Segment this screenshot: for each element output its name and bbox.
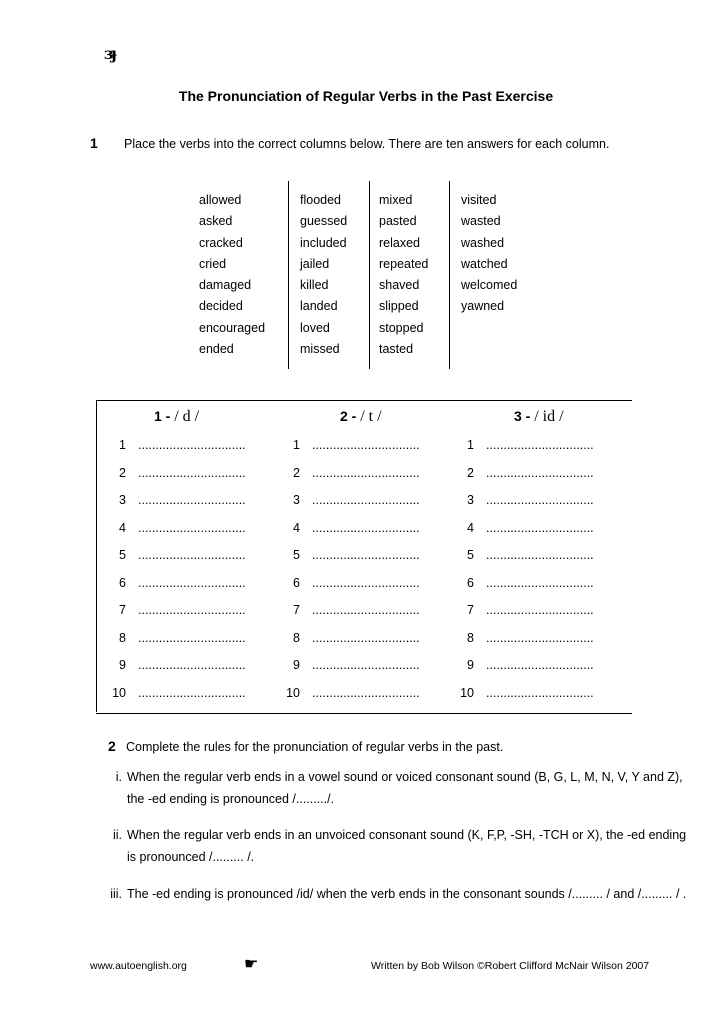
answer-row [448, 686, 594, 700]
answer-row [448, 548, 594, 562]
answer-number: 6 [293, 575, 300, 590]
word-item: allowed [199, 193, 242, 207]
question-1-number: 1 [90, 135, 98, 151]
answer-blank[interactable]: ............................... [312, 685, 420, 700]
word-item: welcomed [461, 278, 518, 293]
hand-pointer-icon: ☛ [244, 956, 259, 973]
word-item: yawned [461, 299, 505, 314]
answer-number: 4 [119, 520, 126, 535]
answer-row [100, 631, 246, 645]
question-2-number: 2 [108, 738, 116, 754]
answer-blank[interactable]: ............................... [312, 658, 420, 672]
column-header-id: 3 - / id / [514, 408, 564, 425]
word-item: loved [300, 320, 330, 335]
answer-blank[interactable]: ............................... [312, 630, 420, 645]
answer-number: 2 [467, 465, 474, 480]
answer-row [448, 658, 594, 672]
answer-blank[interactable]: ............................... [312, 603, 420, 617]
answer-row [274, 438, 420, 452]
answer-number: 3 [467, 493, 474, 507]
footer-website-link[interactable]: www.autoenglish.org [90, 960, 187, 972]
word-item: ended [199, 342, 234, 357]
word-column-3 [379, 190, 428, 360]
word-item: relaxed [379, 235, 420, 250]
answer-number: 10 [460, 685, 474, 700]
answer-number: 8 [119, 630, 126, 645]
answer-blank[interactable]: ............................... [138, 630, 246, 645]
word-item: flooded [300, 193, 342, 207]
word-item: pasted [379, 214, 417, 229]
answer-number: 2 [119, 465, 126, 480]
word-item: washed [461, 235, 505, 250]
answer-blank[interactable]: ............................... [312, 493, 420, 507]
answer-number: 9 [293, 658, 300, 672]
word-column-1 [199, 190, 265, 360]
answer-number: 6 [119, 575, 126, 590]
answer-row [274, 493, 420, 507]
answer-number: 6 [467, 575, 474, 590]
answer-number: 5 [467, 548, 474, 562]
answer-blank[interactable]: ............................... [486, 438, 594, 452]
question-2-instruction: Complete the rules for the pronunciation of regular verbs in the past. [126, 740, 504, 754]
column-header-d: 1 - / d / [154, 408, 200, 425]
word-item: repeated [379, 256, 429, 271]
word-item: included [300, 235, 347, 250]
answer-number: 1 [119, 438, 126, 452]
answer-blank[interactable]: ............................... [138, 438, 246, 452]
word-item: landed [300, 299, 338, 314]
question-1-instruction: Place the verbs into the correct columns below. There are ten answers for each column. [124, 137, 610, 151]
answer-number: 3 [293, 493, 300, 507]
answer-number: 9 [119, 658, 126, 672]
logo: ɜɟ [104, 44, 116, 63]
answer-row [448, 521, 594, 535]
answer-blank[interactable]: ............................... [138, 575, 246, 590]
word-item: shaved [379, 278, 420, 293]
word-item: cracked [199, 235, 243, 250]
answer-row [448, 576, 594, 590]
table-border [96, 400, 97, 712]
word-item: wasted [461, 214, 501, 229]
answer-blank[interactable]: ............................... [486, 548, 594, 562]
word-column-2 [300, 190, 347, 360]
answer-row [100, 658, 246, 672]
word-item: mixed [379, 193, 413, 207]
word-item: missed [300, 342, 340, 357]
answer-row [448, 603, 594, 617]
answer-blank[interactable]: ............................... [138, 603, 246, 617]
answer-row [274, 548, 420, 562]
answer-row [100, 548, 246, 562]
answer-row [448, 493, 594, 507]
word-item: asked [199, 214, 233, 229]
word-item: decided [199, 299, 243, 314]
word-item: watched [461, 256, 508, 271]
answer-blank[interactable]: ............................... [138, 658, 246, 672]
answer-number: 8 [293, 630, 300, 645]
answer-number: 8 [467, 630, 474, 645]
answer-blank[interactable]: ............................... [486, 493, 594, 507]
answer-row [274, 576, 420, 590]
answer-row [100, 686, 246, 700]
answer-blank[interactable]: ............................... [138, 493, 246, 507]
answer-row [274, 631, 420, 645]
answer-blank[interactable]: ............................... [486, 575, 594, 590]
word-item: stopped [379, 320, 424, 335]
word-column-4 [461, 190, 517, 318]
answer-number: 9 [467, 658, 474, 672]
word-item: encouraged [199, 320, 266, 335]
answer-number: 10 [112, 685, 126, 700]
answer-blank[interactable]: ............................... [486, 685, 594, 700]
answer-number: 7 [293, 603, 300, 617]
column-header-t: 2 - / t / [340, 408, 382, 425]
answer-number: 5 [119, 548, 126, 562]
answer-row [448, 466, 594, 480]
answer-row [100, 521, 246, 535]
answer-number: 5 [293, 548, 300, 562]
answer-row [274, 603, 420, 617]
word-item: slipped [379, 299, 419, 314]
answer-row [274, 658, 420, 672]
answer-row [100, 603, 246, 617]
answer-blank[interactable]: ............................... [138, 685, 246, 700]
answer-row [100, 493, 246, 507]
answer-blank[interactable]: ............................... [486, 658, 594, 672]
column-divider [369, 181, 370, 369]
answer-row [274, 686, 420, 700]
column-divider [449, 181, 450, 369]
column-divider [288, 181, 289, 369]
answer-number: 10 [286, 685, 300, 700]
word-item: damaged [199, 278, 252, 293]
answer-row [448, 438, 594, 452]
answer-blank[interactable]: ............................... [312, 520, 420, 535]
answer-blank[interactable]: ............................... [486, 520, 594, 535]
answer-number: 4 [293, 520, 300, 535]
answer-number: 7 [467, 603, 474, 617]
answer-blank[interactable]: ............................... [486, 630, 594, 645]
answer-blank[interactable]: ............................... [312, 575, 420, 590]
footer-credit: Written by Bob Wilson ©Robert Clifford McNair Wilson 2007 [371, 960, 650, 972]
answer-blank[interactable]: ............................... [138, 520, 246, 535]
answer-blank[interactable]: ............................... [138, 465, 246, 480]
word-item: visited [461, 193, 497, 207]
answer-row [448, 631, 594, 645]
answer-blank[interactable]: ............................... [312, 438, 420, 452]
page-title: The Pronunciation of Regular Verbs in the Past Exercise [178, 88, 554, 104]
answer-blank[interactable]: ............................... [312, 465, 420, 480]
answer-blank[interactable]: ............................... [138, 548, 246, 562]
word-item: cried [199, 256, 227, 271]
answer-row [274, 521, 420, 535]
answer-row [100, 466, 246, 480]
answer-row [100, 438, 246, 452]
answer-row [274, 466, 420, 480]
answer-number: 1 [293, 438, 300, 452]
word-item: jailed [300, 256, 330, 271]
answer-number: 1 [467, 438, 474, 452]
answer-number: 2 [293, 465, 300, 480]
word-item: killed [300, 278, 329, 293]
answer-blank[interactable]: ............................... [486, 603, 594, 617]
answer-blank[interactable]: ............................... [312, 548, 420, 562]
word-item: guessed [300, 214, 348, 229]
word-item: tasted [379, 342, 414, 357]
answer-number: 7 [119, 603, 126, 617]
answer-number: 4 [467, 520, 474, 535]
answer-row [100, 576, 246, 590]
answer-blank[interactable]: ............................... [486, 465, 594, 480]
answer-number: 3 [119, 493, 126, 507]
